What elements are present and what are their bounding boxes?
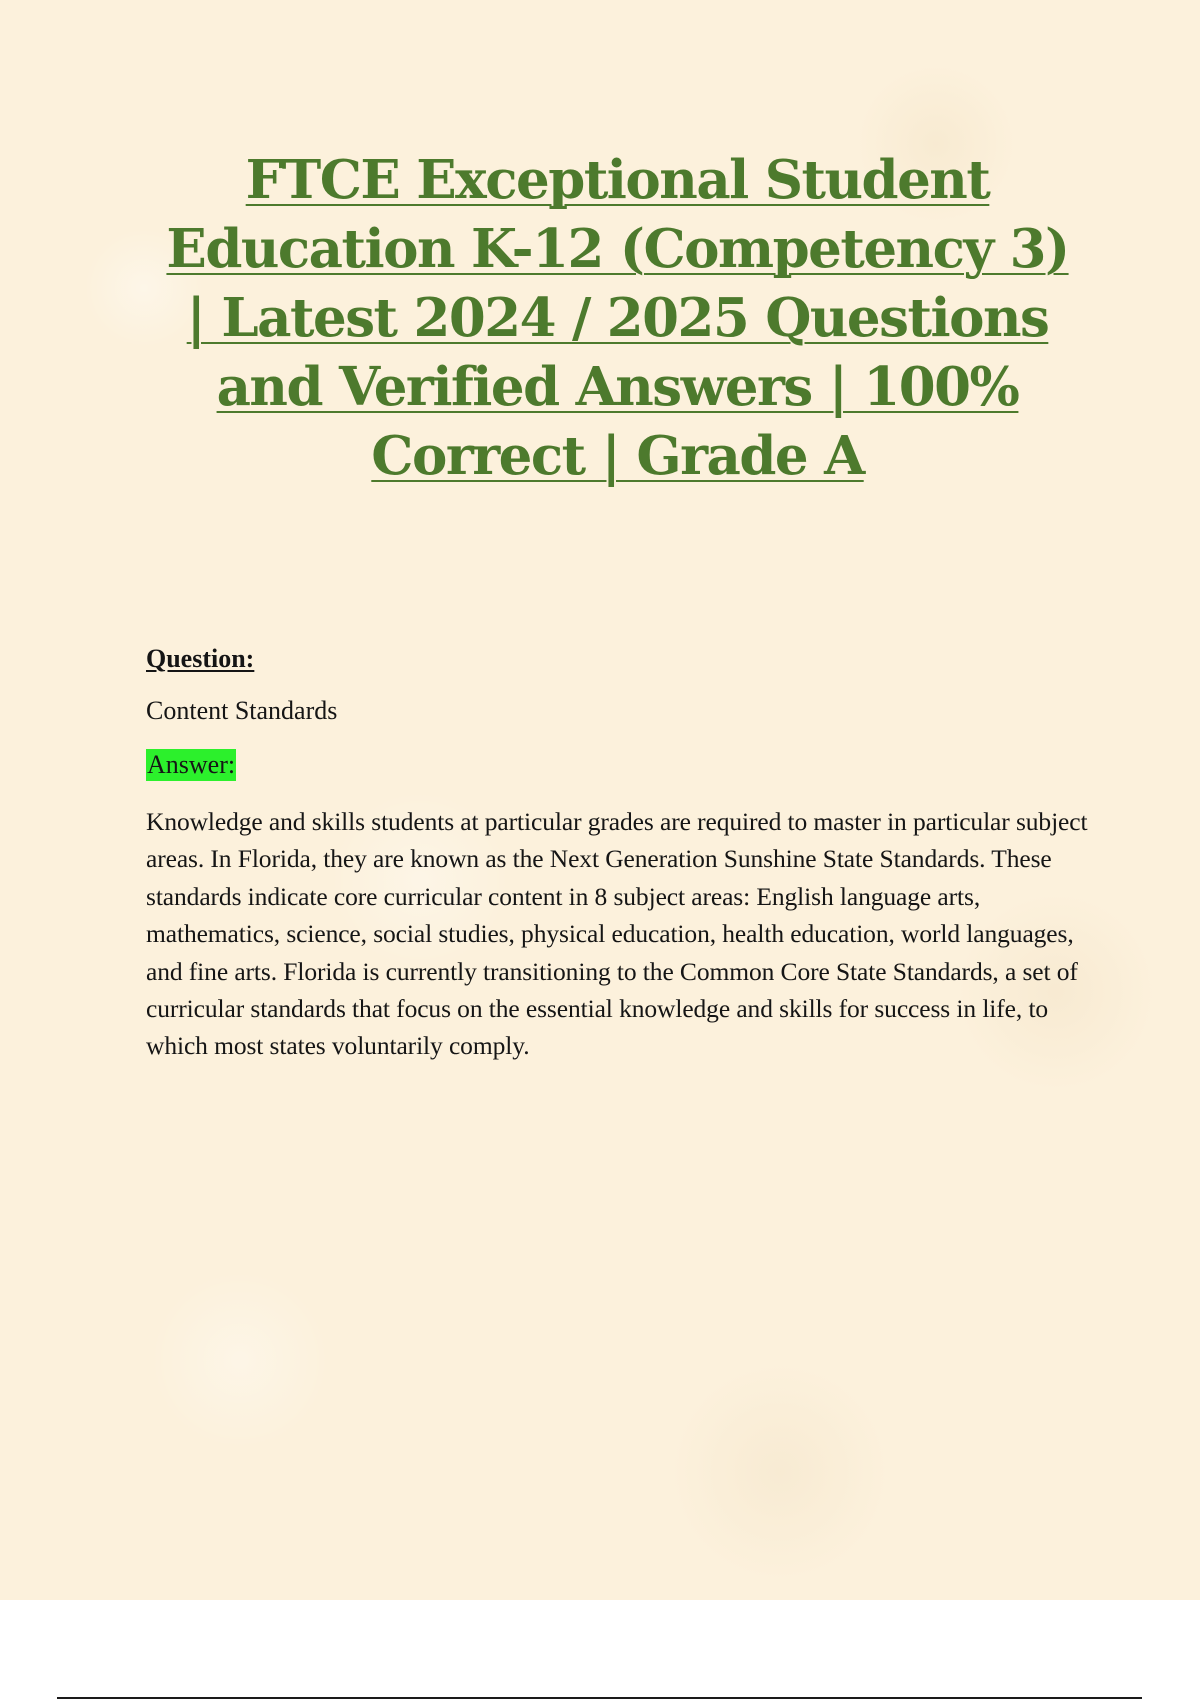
question-text: Content Standards bbox=[146, 696, 338, 725]
footer-divider bbox=[57, 1697, 1142, 1699]
question-label: Question: bbox=[146, 644, 255, 673]
document-title: FTCE Exceptional Student Education K-12 (Competency 3) | Latest 2024 / 2025 Questions and Verified Answers | 100% Correct | Grade A bbox=[166, 149, 1069, 487]
answer-label: Answer: bbox=[147, 750, 236, 779]
answer-text: Knowledge and skills students at particular grades are required to master in particular subject areas. In Florida, they are known as the Next Generation Sunshine State Standards. These standards indicate core curricular content in 8 subject areas: English language arts, mathematics, science, social studies, physical education, health education, world languages, and fine arts. Florida is currently transitioning to the Common Core State Standards, a set of curricular standards that focus on the essential knowledge and skills for success in life, to which most states voluntarily comply. bbox=[146, 807, 1088, 1061]
